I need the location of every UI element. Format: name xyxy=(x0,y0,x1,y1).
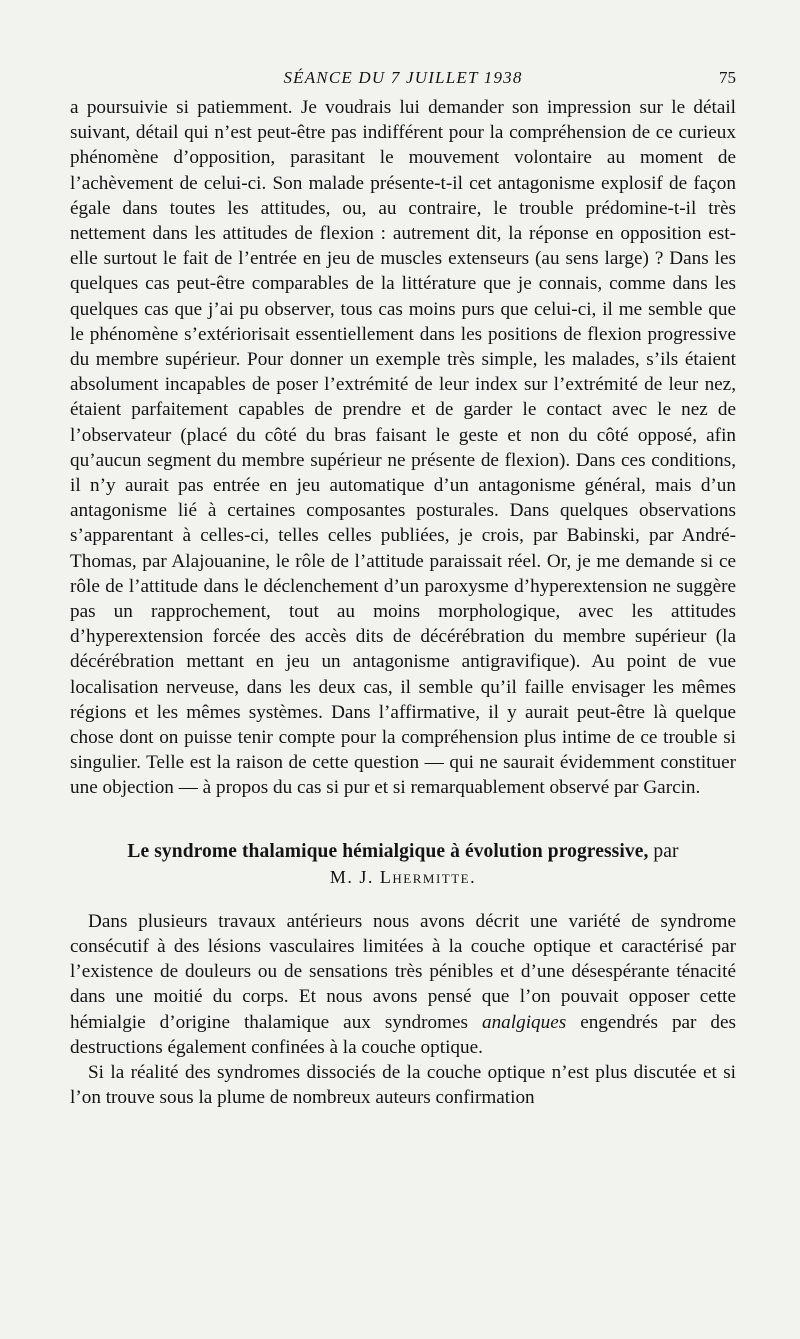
article-title xyxy=(70,839,736,864)
paragraph-1-italic: analgiques xyxy=(481,1011,567,1033)
article-paragraph-2: Si la réalité des syndromes dissociés de la couche optique n’est plus discutée et si l’on trouve sous la plume de nombreux auteurs confirmation xyxy=(70,1061,736,1109)
running-title: SÉANCE DU 7 JUILLET 1938 xyxy=(283,68,523,87)
body-text xyxy=(70,95,736,1110)
paragraph-1-part-b: engendrés par des destructions également confinées à la couche optique. xyxy=(70,1011,737,1058)
article-author xyxy=(70,864,736,890)
author-prefix: M. J. xyxy=(329,866,374,887)
author-name: Lhermitte. xyxy=(379,866,477,887)
running-header xyxy=(70,68,736,96)
article-title-text: Le syndrome thalamique hémialgique à évolution progressive, xyxy=(127,840,649,862)
paragraph-1-part-a: Dans plusieurs travaux antérieurs nous avons décrit une variété de syndrome consécutif à des lésions vasculaires limitées à la couche optique et caractérisé par l’existence de douleurs ou de sensations très pénibles et d’une désespérante ténacité dans une moitié du corps. Et nous avons pensé que l’on pouvait opposer cette hémialgie d’origine thalamique aux syndromes xyxy=(70,910,736,1033)
discussion-paragraph: a poursuivie si patiemment. Je voudrais lui demander son impression sur le détail suivant, détail qui n’est peut-être pas indifférent pour la compréhension de ce curieux phénomène d’opposition, parasitant le mouvement volontaire au moment de l’achèvement de celui-ci. Son malade présente-t-il cet antagonisme explosif de façon égale dans toutes les attitudes, ou, au contraire, le trouble prédomine-t-il très nettement dans les attitudes de flexion : autrement dit, la réponse en opposition est-elle surtout le fait de l’entrée en jeu de muscles extenseurs (au sens large) ? Dans les quelques cas peut-être comparables de la littérature que je connais, comme dans les quelques cas que j’ai pu observer, tous cas moins purs que celui-ci, il me semble que le phénomène s’extériorisait essentiellement dans les positions de flexion progressive du membre supérieur. Pour donner un exemple très simple, les malades, s’ils étaient absolument incapables de poser l’extrémité de leur index sur l’extrémité de leur nez, étaient parfaitement capables de prendre et de garder le contact avec le nez de l’observateur (placé du côté du bras faisant le geste et non du côté opposé, afin qu’aucun segment du membre supérieur ne présente de flexion). Dans ces conditions, il n’y aurait pas entrée en jeu automatique d’un antagonisme général, mais d’un antagonisme lié à certaines composantes posturales. Dans quelques observations s’apparentant à celles-ci, telles celles publiées, je crois, par Babinski, par André-Thomas, par Alajouanine, le rôle de l’attitude paraissait réel. Or, je me demande si ce rôle de l’attitude dans le déclenchement d’un paroxysme d’hyperextension ne suggère pas un rapprochement, tout au moins morphologique, avec les attitudes d’hyperextension forcée des accès dits de décérébration du membre supérieur (la décérébration mettant en jeu un antagonisme antigravifique). Au point de vue localisation nerveuse, dans les deux cas, il semble qu’il faille envisager les mêmes régions et les mêmes systèmes. Dans l’affirmative, il y aurait peut-être là quelque chose dont on puisse tenir compte pour la compréhension plus intime de ce trouble si singulier. Telle est la raison de cette question — qui ne saurait évidemment constituer une objection — à propos du cas si pur et si remarquablement observé par Garcin. xyxy=(70,97,736,799)
page-number: 75 xyxy=(719,68,736,87)
article-paragraph-1 xyxy=(70,909,736,1060)
article-title-par: par xyxy=(653,840,679,862)
